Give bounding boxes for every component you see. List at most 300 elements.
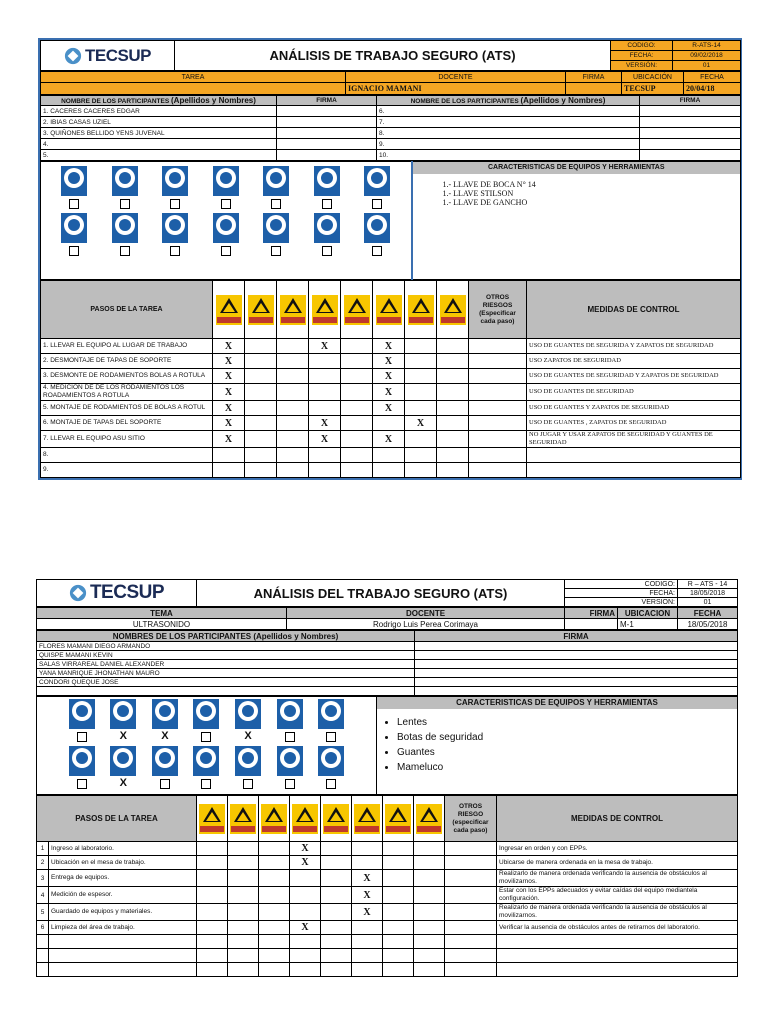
ppe-checkbox[interactable] (201, 732, 211, 742)
hazard-mark-cell[interactable] (309, 448, 341, 463)
ppe-checkbox[interactable] (372, 246, 382, 256)
hazard-mark-cell[interactable] (437, 339, 469, 354)
logo-text: TECSUP (85, 45, 151, 65)
hazard-mark-cell[interactable] (228, 887, 259, 904)
task-step-row (37, 870, 738, 887)
hazard-mark-cell[interactable] (414, 949, 445, 963)
hazard-mark-cell[interactable] (228, 856, 259, 870)
hazard-mark-cell[interactable]: X (309, 339, 341, 354)
hazard-mark-cell[interactable] (383, 856, 414, 870)
hazard-mark-cell[interactable]: X (352, 887, 383, 904)
hazard-mark-cell[interactable]: X (352, 870, 383, 887)
signature-cell (640, 150, 741, 161)
step-description: 7. LLEVAR EL EQUIPO ASU SITIO (41, 431, 213, 448)
hazard-mark-cell[interactable] (321, 842, 352, 856)
meta-label: VERSION: (565, 598, 678, 607)
signature-cell (277, 139, 377, 150)
hazard-mark-cell[interactable] (383, 921, 414, 935)
hazard-mark-cell[interactable] (437, 448, 469, 463)
form1-equipment-table (40, 161, 741, 280)
hazard-mark-cell[interactable] (309, 354, 341, 369)
ppe-sign-icon (352, 213, 403, 256)
participant-name (37, 687, 415, 696)
hazard-mark-cell[interactable] (228, 842, 259, 856)
step-description: Ubicación en el mesa de trabajo. (49, 856, 197, 870)
hazard-mark-cell[interactable] (373, 416, 405, 431)
hazard-mark-cell[interactable]: X (373, 339, 405, 354)
hazard-mark-cell[interactable]: X (373, 401, 405, 416)
hazard-mark-cell[interactable] (245, 431, 277, 448)
equipment-item: 1.- LLAVE DE GANCHO (442, 198, 528, 207)
hazard-mark-cell[interactable]: X (290, 842, 321, 856)
hazard-mark-cell[interactable]: X (213, 416, 245, 431)
ppe-sign-icon (144, 746, 186, 789)
equipment-title: CARACTERISTICAS DE EQUIPOS Y HERRAMIENTAS (413, 162, 741, 174)
ppe-checkbox[interactable]: X (119, 777, 128, 789)
hazard-mark-cell[interactable] (309, 401, 341, 416)
hazard-mark-cell[interactable] (259, 921, 290, 935)
hazard-mark-cell[interactable] (352, 842, 383, 856)
hazard-mark-cell[interactable] (245, 369, 277, 384)
form1-header-table (40, 40, 741, 71)
step-description: Ingreso al laboratorio. (49, 842, 197, 856)
hazard-sign-icon (437, 281, 469, 339)
form2-ppe-panel (37, 697, 377, 795)
hazard-mark-cell[interactable]: X (290, 921, 321, 935)
signature-cell (415, 651, 738, 660)
ppe-checkbox[interactable] (221, 199, 231, 209)
participant-name: QUISPE MAMANI KEVIN (37, 651, 415, 660)
hazard-mark-cell[interactable] (309, 384, 341, 401)
hazard-mark-cell[interactable] (197, 921, 228, 935)
ppe-checkbox[interactable] (120, 246, 130, 256)
tecsup-logo-icon (69, 584, 87, 602)
hazard-mark-cell[interactable]: X (290, 856, 321, 870)
hazard-mark-cell[interactable] (309, 369, 341, 384)
hazard-mark-cell[interactable] (259, 935, 290, 949)
ppe-checkbox[interactable] (243, 779, 253, 789)
hazard-mark-cell[interactable] (437, 401, 469, 416)
control-measure: USO DE GUANTES DE SEGURIDAD (527, 384, 741, 401)
steps-header: PASOS DE LA TAREA (41, 281, 213, 339)
equipment-item: 1.- LLAVE DE BOCA N° 14 (442, 180, 536, 189)
ppe-sign-icon (100, 213, 151, 256)
hazard-mark-cell[interactable] (321, 904, 352, 921)
firma-label: FIRMA (565, 608, 618, 619)
participant-name: 8. (377, 128, 640, 139)
ppe-checkbox[interactable] (322, 246, 332, 256)
ubicacion-label: UBICACION (618, 608, 678, 619)
step-number: 3 (37, 870, 49, 887)
hazard-mark-cell[interactable] (341, 369, 373, 384)
hazard-mark-cell[interactable] (383, 935, 414, 949)
hazard-mark-cell[interactable] (228, 949, 259, 963)
hazard-mark-cell[interactable] (341, 339, 373, 354)
ppe-checkbox[interactable] (271, 199, 281, 209)
task-step-row (37, 842, 738, 856)
hazard-mark-cell[interactable] (277, 401, 309, 416)
signature-cell (415, 678, 738, 687)
hazard-sign-icon (373, 281, 405, 339)
ppe-checkbox[interactable] (285, 732, 295, 742)
hazard-mark-cell[interactable] (259, 887, 290, 904)
step-description: Medición de espesor. (49, 887, 197, 904)
hazard-mark-cell[interactable] (277, 431, 309, 448)
hazard-sign-icon (414, 796, 445, 842)
docente-value: IGNACIO MAMANI (346, 83, 566, 95)
hazard-mark-cell[interactable] (352, 921, 383, 935)
tarea-label: TAREA (41, 72, 346, 83)
hazard-mark-cell[interactable]: X (373, 384, 405, 401)
hazard-sign-icon (259, 796, 290, 842)
hazard-mark-cell[interactable] (197, 904, 228, 921)
hazard-mark-cell[interactable] (228, 935, 259, 949)
hazard-mark-cell[interactable] (245, 354, 277, 369)
hazard-mark-cell[interactable] (437, 431, 469, 448)
hazard-mark-cell[interactable] (383, 870, 414, 887)
step-number: 6 (37, 921, 49, 935)
hazard-mark-cell[interactable] (197, 856, 228, 870)
otros-riesgos-cell (469, 448, 527, 463)
hazard-mark-cell[interactable]: X (405, 416, 437, 431)
ppe-sign-icon (186, 699, 228, 742)
ppe-sign-icon (251, 213, 302, 256)
hazard-mark-cell[interactable]: X (373, 354, 405, 369)
ppe-checkbox[interactable] (170, 246, 180, 256)
hazard-mark-cell[interactable] (197, 842, 228, 856)
hazard-mark-cell[interactable] (341, 448, 373, 463)
ppe-sign-icon (227, 746, 269, 789)
hazard-mark-cell[interactable] (290, 887, 321, 904)
hazard-mark-cell[interactable] (245, 339, 277, 354)
step-description: Entrega de equipos. (49, 870, 197, 887)
hazard-mark-cell[interactable] (290, 949, 321, 963)
hazard-mark-cell[interactable] (383, 842, 414, 856)
hazard-mark-cell[interactable] (228, 870, 259, 887)
hazard-mark-cell[interactable] (414, 935, 445, 949)
docente-label: DOCENTE (346, 72, 566, 83)
hazard-mark-cell[interactable] (245, 384, 277, 401)
meta-label: CODIGO: (565, 580, 678, 589)
signature-cell (640, 106, 741, 117)
hazard-mark-cell[interactable] (197, 949, 228, 963)
control-measure: USO ZAPATOS DE SEGURIDAD (527, 354, 741, 369)
otros-riesgos-cell (445, 921, 497, 935)
ppe-sign-icon (352, 166, 403, 209)
hazard-mark-cell[interactable] (341, 354, 373, 369)
ppe-sign-icon (144, 699, 186, 742)
ppe-sign-icon (49, 213, 100, 256)
ppe-sign-icon (227, 699, 269, 742)
ppe-checkbox[interactable] (271, 246, 281, 256)
ppe-checkbox[interactable] (285, 779, 295, 789)
task-step-row (37, 921, 738, 935)
hazard-mark-cell[interactable] (373, 463, 405, 478)
hazard-mark-cell[interactable] (405, 401, 437, 416)
hazard-mark-cell[interactable] (321, 921, 352, 935)
form2-equipment-panel (377, 697, 738, 795)
form2-header-table (36, 579, 738, 607)
hazard-mark-cell[interactable]: X (309, 431, 341, 448)
otros-riesgos-cell (445, 935, 497, 949)
hazard-mark-cell[interactable] (341, 463, 373, 478)
hazard-mark-cell[interactable] (197, 963, 228, 977)
hazard-mark-cell[interactable]: X (352, 904, 383, 921)
ppe-checkbox[interactable] (221, 246, 231, 256)
hazard-mark-cell[interactable] (414, 842, 445, 856)
otros-riesgos-cell (469, 431, 527, 448)
firma-header: FIRMA (640, 96, 741, 106)
control-measure: USO DE GUANTES Y ZAPATOS DE SEGURIDAD (527, 401, 741, 416)
control-measure: USO DE GUANTES DE SEGURIDA Y ZAPATOS DE SEGURIDAD (527, 339, 741, 354)
control-measure: NO JUGAR Y USAR ZAPATOS DE SEGURIDAD Y GUANTES DE SEGURIDAD (527, 431, 741, 448)
otros-riesgos-header: OTROS RIESGO (especificar cada paso) (445, 796, 497, 842)
participant-name: 9. (377, 139, 640, 150)
meta-value: R-ATS-14 (673, 41, 741, 51)
ppe-checkbox[interactable] (201, 779, 211, 789)
hazard-mark-cell[interactable]: X (213, 354, 245, 369)
step-number: 4 (37, 887, 49, 904)
hazard-mark-cell[interactable] (373, 448, 405, 463)
hazard-mark-cell[interactable] (321, 856, 352, 870)
task-step-row (37, 904, 738, 921)
control-measure: Verificar la ausencia de obstáculos antes de retirarnos del laboratorio. (497, 921, 738, 935)
otros-riesgos-cell (469, 416, 527, 431)
hazard-sign-icon (309, 281, 341, 339)
ppe-sign-icon (150, 166, 201, 209)
firma-label: FIRMA (566, 72, 622, 83)
hazard-mark-cell[interactable] (309, 463, 341, 478)
step-description: Limpieza del área de trabajo. (49, 921, 197, 935)
hazard-mark-cell[interactable] (352, 935, 383, 949)
hazard-mark-cell[interactable] (414, 904, 445, 921)
ppe-checkbox[interactable] (170, 199, 180, 209)
hazard-mark-cell[interactable] (405, 431, 437, 448)
hazard-mark-cell[interactable] (437, 369, 469, 384)
tecsup-logo-icon (64, 47, 82, 65)
hazard-mark-cell[interactable] (437, 384, 469, 401)
ppe-checkbox[interactable] (69, 199, 79, 209)
hazard-mark-cell[interactable] (321, 887, 352, 904)
hazard-mark-cell[interactable] (437, 416, 469, 431)
participant-name: 6. (377, 106, 640, 117)
otros-riesgos-cell (469, 339, 527, 354)
hazard-mark-cell[interactable] (383, 887, 414, 904)
hazard-mark-cell[interactable] (277, 369, 309, 384)
medidas-header: MEDIDAS DE CONTROL (527, 281, 741, 339)
form2-participants-table (36, 630, 738, 696)
hazard-mark-cell[interactable] (228, 904, 259, 921)
hazard-mark-cell[interactable]: X (213, 384, 245, 401)
hazard-mark-cell[interactable] (321, 949, 352, 963)
step-description: 9. (41, 463, 213, 478)
task-step-row (37, 887, 738, 904)
hazard-mark-cell[interactable] (277, 416, 309, 431)
task-step-row (37, 856, 738, 870)
hazard-mark-cell[interactable]: X (213, 339, 245, 354)
hazard-mark-cell[interactable] (437, 354, 469, 369)
hazard-mark-cell[interactable] (341, 401, 373, 416)
hazard-mark-cell[interactable] (321, 935, 352, 949)
control-measure (497, 963, 738, 977)
hazard-mark-cell[interactable] (341, 384, 373, 401)
ppe-checkbox[interactable]: X (244, 730, 252, 742)
hazard-mark-cell[interactable] (277, 448, 309, 463)
otros-riesgos-cell (445, 887, 497, 904)
hazard-mark-cell[interactable] (405, 463, 437, 478)
form1-logo (41, 41, 175, 71)
otros-riesgos-cell (469, 384, 527, 401)
hazard-mark-cell[interactable] (277, 384, 309, 401)
ppe-checkbox[interactable]: X (161, 730, 169, 742)
equipment-item: • Botas de seguridad (397, 730, 737, 745)
hazard-mark-cell[interactable] (290, 963, 321, 977)
hazard-mark-cell[interactable] (213, 463, 245, 478)
hazard-mark-cell[interactable]: X (373, 431, 405, 448)
hazard-mark-cell[interactable] (259, 904, 290, 921)
hazard-mark-cell[interactable] (290, 935, 321, 949)
participants-header: NOMBRE DE LOS PARTICIPANTES (Apellidos y Nombres) (377, 96, 640, 106)
hazard-mark-cell[interactable] (414, 921, 445, 935)
hazard-mark-cell[interactable] (341, 416, 373, 431)
hazard-mark-cell[interactable] (405, 354, 437, 369)
hazard-mark-cell[interactable]: X (213, 369, 245, 384)
hazard-mark-cell[interactable] (383, 904, 414, 921)
ppe-sign-icon (269, 746, 311, 789)
meta-value: 01 (673, 61, 741, 71)
hazard-mark-cell[interactable] (405, 369, 437, 384)
hazard-sign-icon (277, 281, 309, 339)
ppe-checkbox[interactable] (322, 199, 332, 209)
hazard-mark-cell[interactable]: X (213, 431, 245, 448)
participant-name: YANA MANRIQUE JHONATHAN MAURO (37, 669, 415, 678)
ppe-checkbox[interactable] (326, 732, 336, 742)
control-measure (497, 949, 738, 963)
hazard-mark-cell[interactable] (228, 921, 259, 935)
ppe-checkbox[interactable] (77, 779, 87, 789)
hazard-mark-cell[interactable] (197, 870, 228, 887)
hazard-sign-icon (383, 796, 414, 842)
hazard-mark-cell[interactable] (213, 448, 245, 463)
meta-label: FECHA: (565, 589, 678, 598)
hazard-mark-cell[interactable] (245, 401, 277, 416)
hazard-mark-cell[interactable] (341, 431, 373, 448)
hazard-mark-cell[interactable] (245, 448, 277, 463)
step-number (37, 949, 49, 963)
ppe-sign-icon (310, 699, 352, 742)
hazard-mark-cell[interactable] (277, 463, 309, 478)
ppe-sign-icon (100, 166, 151, 209)
hazard-mark-cell[interactable] (290, 904, 321, 921)
task-step-row (41, 354, 741, 369)
ppe-checkbox[interactable] (77, 732, 87, 742)
hazard-mark-cell[interactable] (414, 856, 445, 870)
hazard-mark-cell[interactable] (259, 870, 290, 887)
meta-label: VERSIÓN: (611, 61, 673, 71)
control-measure: Ingresar en orden y con EPPs. (497, 842, 738, 856)
otros-riesgos-cell (469, 354, 527, 369)
hazard-mark-cell[interactable] (352, 963, 383, 977)
step-description (49, 935, 197, 949)
hazard-mark-cell[interactable] (405, 339, 437, 354)
hazard-mark-cell[interactable] (414, 870, 445, 887)
otros-riesgos-cell (469, 401, 527, 416)
ppe-sign-icon (302, 213, 353, 256)
hazard-mark-cell[interactable] (197, 887, 228, 904)
form2-title: ANÁLISIS DEL TRABAJO SEGURO (ATS) (197, 580, 565, 607)
hazard-mark-cell[interactable] (405, 448, 437, 463)
ppe-sign-icon (49, 166, 100, 209)
hazard-mark-cell[interactable] (414, 963, 445, 977)
hazard-mark-cell[interactable] (321, 870, 352, 887)
hazard-mark-cell[interactable] (321, 963, 352, 977)
hazard-mark-cell[interactable] (259, 842, 290, 856)
signature-cell (640, 139, 741, 150)
equipment-item: • Lentes (397, 715, 737, 730)
hazard-mark-cell[interactable] (277, 339, 309, 354)
signature-cell (277, 150, 377, 161)
participant-name: 3. QUIÑONES BELLIDO YENS JUVENAL (41, 128, 277, 139)
hazard-mark-cell[interactable]: X (213, 401, 245, 416)
participant-name: 10. (377, 150, 640, 161)
ppe-checkbox[interactable] (69, 246, 79, 256)
signature-cell (277, 117, 377, 128)
hazard-mark-cell[interactable] (197, 935, 228, 949)
hazard-mark-cell[interactable]: X (309, 416, 341, 431)
hazard-sign-icon (321, 796, 352, 842)
ppe-checkbox[interactable] (372, 199, 382, 209)
form2-logo (37, 580, 197, 607)
step-description: 1. LLEVAR EL EQUIPO AL LUGAR DE TRABAJO (41, 339, 213, 354)
control-measure (497, 935, 738, 949)
equipment-item: • Mameluco (397, 760, 737, 775)
docente-label: DOCENTE (287, 608, 565, 619)
ats-form-2 (36, 579, 737, 977)
hazard-mark-cell[interactable] (259, 963, 290, 977)
control-measure: Realizarlo de manera ordenada verificando la ausencia de obstáculos al movilizarnos. (497, 904, 738, 921)
ppe-sign-icon (150, 213, 201, 256)
hazard-mark-cell[interactable] (228, 963, 259, 977)
step-description: 2. DESMONTAJE DE TAPAS DE SOPORTE (41, 354, 213, 369)
hazard-mark-cell[interactable] (383, 963, 414, 977)
ppe-checkbox[interactable]: X (119, 730, 128, 742)
hazard-mark-cell[interactable] (259, 856, 290, 870)
hazard-mark-cell[interactable] (259, 949, 290, 963)
hazard-mark-cell[interactable] (405, 384, 437, 401)
hazard-sign-icon (245, 281, 277, 339)
hazard-mark-cell[interactable] (277, 354, 309, 369)
hazard-mark-cell[interactable]: X (373, 369, 405, 384)
ppe-checkbox[interactable] (326, 779, 336, 789)
hazard-mark-cell[interactable] (437, 463, 469, 478)
hazard-mark-cell[interactable] (383, 949, 414, 963)
ppe-checkbox[interactable] (160, 779, 170, 789)
participant-name: SALAS VIRRAREAL DANIEL ALEXANDER (37, 660, 415, 669)
ppe-checkbox[interactable] (120, 199, 130, 209)
hazard-mark-cell[interactable] (290, 870, 321, 887)
hazard-mark-cell[interactable] (352, 856, 383, 870)
hazard-mark-cell[interactable] (245, 463, 277, 478)
firma-value (565, 619, 618, 630)
participant-name: 2. IBIAS CASAS UZIEL (41, 117, 277, 128)
step-description (49, 949, 197, 963)
hazard-mark-cell[interactable] (414, 887, 445, 904)
otros-riesgos-cell (469, 463, 527, 478)
task-step-row (41, 369, 741, 384)
hazard-sign-icon (197, 796, 228, 842)
hazard-mark-cell[interactable] (352, 949, 383, 963)
hazard-mark-cell[interactable] (245, 416, 277, 431)
